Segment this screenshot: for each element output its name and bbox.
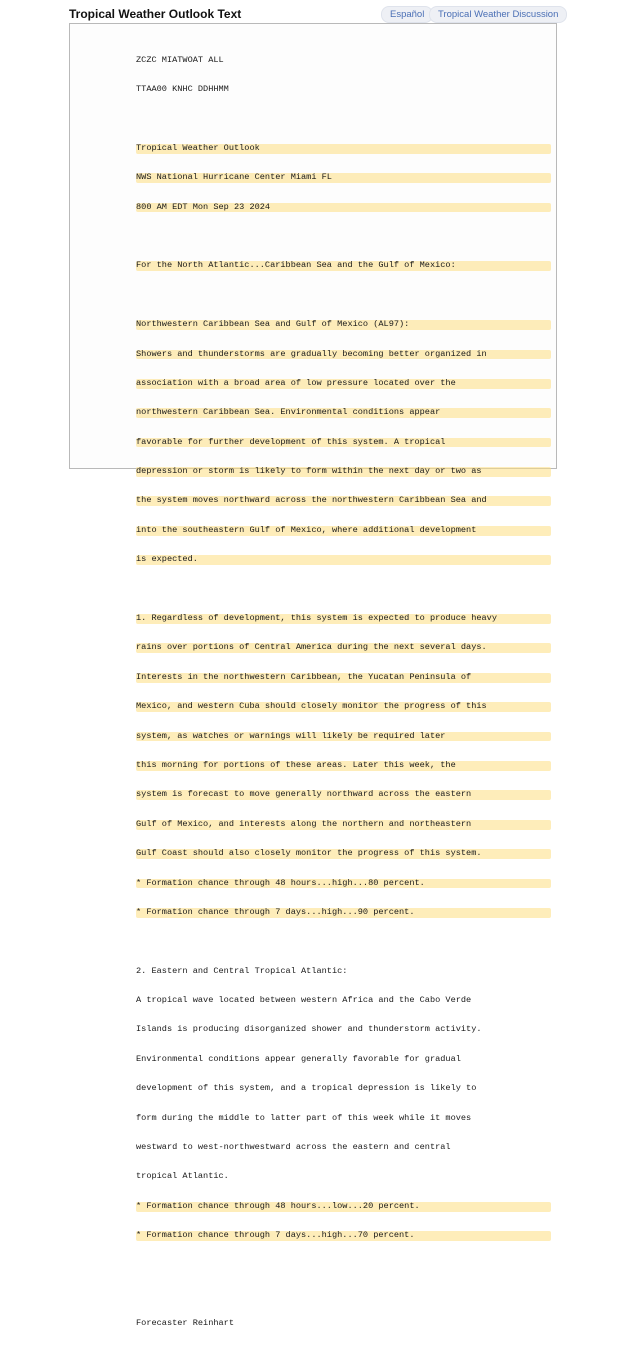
system2-title: 2. Eastern and Central Tropical Atlantic: <box>136 965 348 976</box>
system1-formation-chance-7d: * Formation chance through 7 days...high...90 percent. <box>136 908 551 918</box>
system2-formation-chance-7d: * Formation chance through 7 days...high...70 percent. <box>136 1231 551 1241</box>
system1-formation-chance-48h: * Formation chance through 48 hours...high...80 percent. <box>136 879 551 889</box>
system1-item1-line: rains over portions of Central America during the next several days. <box>136 643 551 653</box>
system1-item1-line: system, as watches or warnings will likely be required later <box>136 732 551 742</box>
header-code-line: ZCZC MIATWOAT ALL <box>136 54 224 65</box>
system1-body-line: the system moves northward across the northwestern Caribbean Sea and <box>136 496 551 506</box>
page-title: Tropical Weather Outlook Text <box>69 7 242 21</box>
system1-body-line: northwestern Caribbean Sea. Environmental conditions appear <box>136 408 551 418</box>
system1-item1-line: Mexico, and western Cuba should closely monitor the progress of this <box>136 702 551 712</box>
system2-body-line: A tropical wave located between western Africa and the Cabo Verde <box>136 995 472 1006</box>
system1-item1-line: Gulf of Mexico, and interests along the northern and northeastern <box>136 820 551 830</box>
system1-title: Northwestern Caribbean Sea and Gulf of Mexico (AL97): <box>136 320 551 330</box>
system2-body-line: Environmental conditions appear generally favorable for gradual <box>136 1053 461 1064</box>
region-line: For the North Atlantic...Caribbean Sea and the Gulf of Mexico: <box>136 261 551 271</box>
system1-item1-line: Interests in the northwestern Caribbean, the Yucatan Peninsula of <box>136 673 551 683</box>
forecaster-signature: Forecaster Reinhart <box>136 1318 234 1329</box>
system2-body-line: tropical Atlantic. <box>136 1171 229 1182</box>
spanish-button[interactable]: Español <box>381 6 433 23</box>
tropical-weather-discussion-button[interactable]: Tropical Weather Discussion <box>429 6 567 23</box>
system2-body-line: development of this system, and a tropical depression is likely to <box>136 1083 477 1094</box>
system1-item1-line: Gulf Coast should also closely monitor the progress of this system. <box>136 849 551 859</box>
system2-formation-chance-48h: * Formation chance through 48 hours...low...20 percent. <box>136 1202 551 1212</box>
system2-body-line: westward to west-northwestward across the eastern and central <box>136 1142 451 1153</box>
system1-body-line: is expected. <box>136 555 551 565</box>
product-heading-line: Tropical Weather Outlook <box>136 144 551 154</box>
outlook-text-panel[interactable] <box>69 23 557 1329</box>
issuance-time: 800 AM EDT Mon Sep 23 2024 <box>136 203 551 213</box>
system1-body-line: Showers and thunderstorms are gradually becoming better organized in <box>136 350 551 360</box>
system1-body-line: favorable for further development of this system. A tropical <box>136 438 551 448</box>
system2-body-line: form during the middle to latter part of this week while it moves <box>136 1112 472 1123</box>
system1-body-line: into the southeastern Gulf of Mexico, where additional development <box>136 526 551 536</box>
system1-body-line: association with a broad area of low pressure located over the <box>136 379 551 389</box>
system1-item1-line: 1. Regardless of development, this system is expected to produce heavy <box>136 614 551 624</box>
product-heading-line: NWS National Hurricane Center Miami FL <box>136 173 551 183</box>
system1-item1-line: this morning for portions of these areas. Later this week, the <box>136 761 551 771</box>
system1-item1-line: system is forecast to move generally northward across the eastern <box>136 790 551 800</box>
header-code-line: TTAA00 KNHC DDHHMM <box>136 83 229 94</box>
outlook-text <box>136 36 551 1349</box>
system1-body-line: depression or storm is likely to form within the next day or two as <box>136 467 551 477</box>
system2-body-line: Islands is producing disorganized shower and thunderstorm activity. <box>136 1024 482 1035</box>
